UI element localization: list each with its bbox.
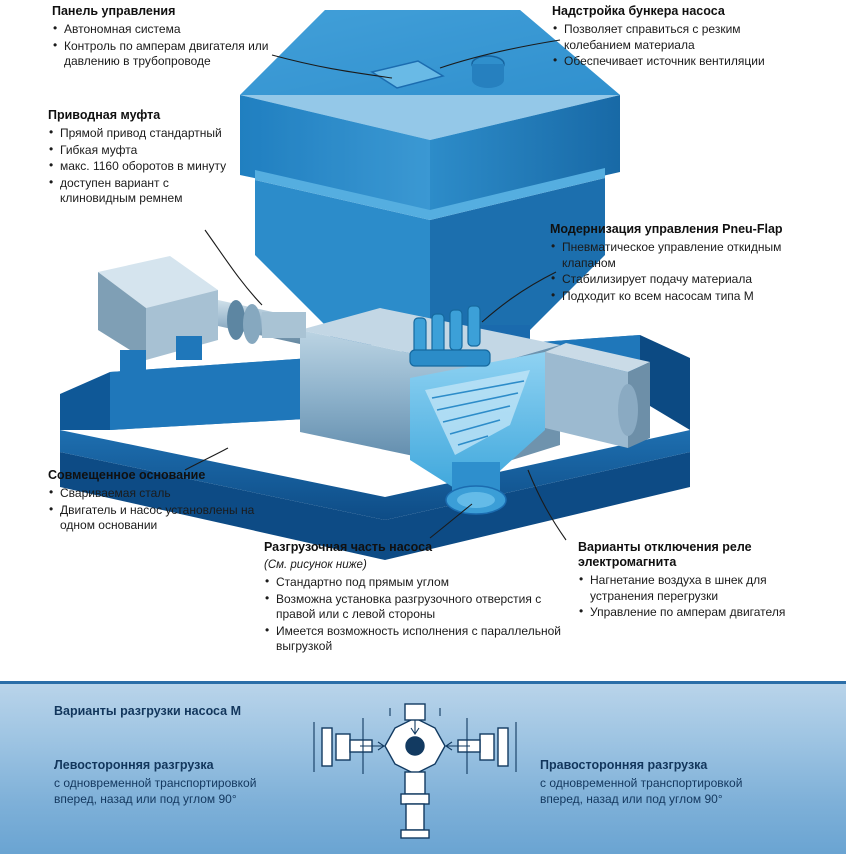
band-left-title: Левосторонняя разгрузка [54,758,214,772]
callout-common-base [48,468,283,535]
band-title: Варианты разгрузки насоса М [54,704,241,718]
callout-magnet-relay [578,540,808,622]
callout-title: Надстройка бункера насоса [552,4,725,18]
band-left-line: с одновременной транспортировкой [54,776,257,790]
band-left-discharge [54,758,304,807]
callout-item: • Нагнетание воздуха в шнек для устранения перегрузки [578,573,808,604]
band-right-title: Правосторонняя разгрузка [540,758,708,772]
band-right-line: с одновременной транспортировкой [540,776,743,790]
discharge-schematic [300,700,530,850]
callout-list [550,240,810,304]
callout-item: • Позволяет справиться с резким колебанием материала [552,22,800,53]
callout-item: • Возможна установка разгрузочного отверстия с правой или с левой стороны [264,592,564,623]
callout-title: Разгрузочная часть насоса [264,540,433,554]
callout-item: • Свариваемая сталь [48,486,283,502]
callout-control-panel [52,4,282,71]
callout-title: Приводная муфта [48,108,161,122]
callout-hopper-superstructure [552,4,800,71]
band-right-discharge [540,758,810,807]
callout-item: • Прямой привод стандартный [48,126,228,142]
callout-title: Совмещенное основание [48,468,206,482]
callout-title: Варианты отключения реле электромагнита [578,540,752,569]
callout-discharge-part [264,540,564,656]
callout-item: • Контроль по амперам двигателя или давлению в трубопроводе [52,39,282,70]
callout-pneu-flap [550,222,810,305]
callout-item: • Гибкая муфта [48,143,228,159]
callout-item: • Пневматическое управление откидным клапаном [550,240,810,271]
callout-item: • доступен вариант с клиновидным ремнем [48,176,228,207]
callout-list [48,126,228,207]
callout-list [264,575,564,655]
band-left-line: вперед, назад или под углом 90° [54,792,237,806]
band-right-line: вперед, назад или под углом 90° [540,792,723,806]
callout-item: • Стабилизирует подачу материала [550,272,810,288]
callout-title: Панель управления [52,4,176,18]
callout-item: • Управление по амперам двигателя [578,605,808,621]
callout-item: • Обеспечивает источник вентиляции [552,54,800,70]
callout-drive-coupling [48,108,228,208]
callout-item: • Автономная система [52,22,282,38]
callout-item: • Стандартно под прямым углом [264,575,564,591]
callout-item: • макс. 1160 оборотов в минуту [48,159,228,175]
callout-item: • Имеется возможность исполнения с параллельной выгрузкой [264,624,564,655]
callout-item: • Двигатель и насос установлены на одном основании [48,503,283,534]
callout-item: • Подходит ко всем насосам типа М [550,289,810,305]
callout-list [52,22,282,70]
callout-list [48,486,283,534]
callout-list [578,573,808,621]
callout-title: Модернизация управления Pneu-Flap [550,222,783,236]
callout-list [552,22,800,70]
callout-subnote: (См. рисунок ниже) [264,559,367,571]
